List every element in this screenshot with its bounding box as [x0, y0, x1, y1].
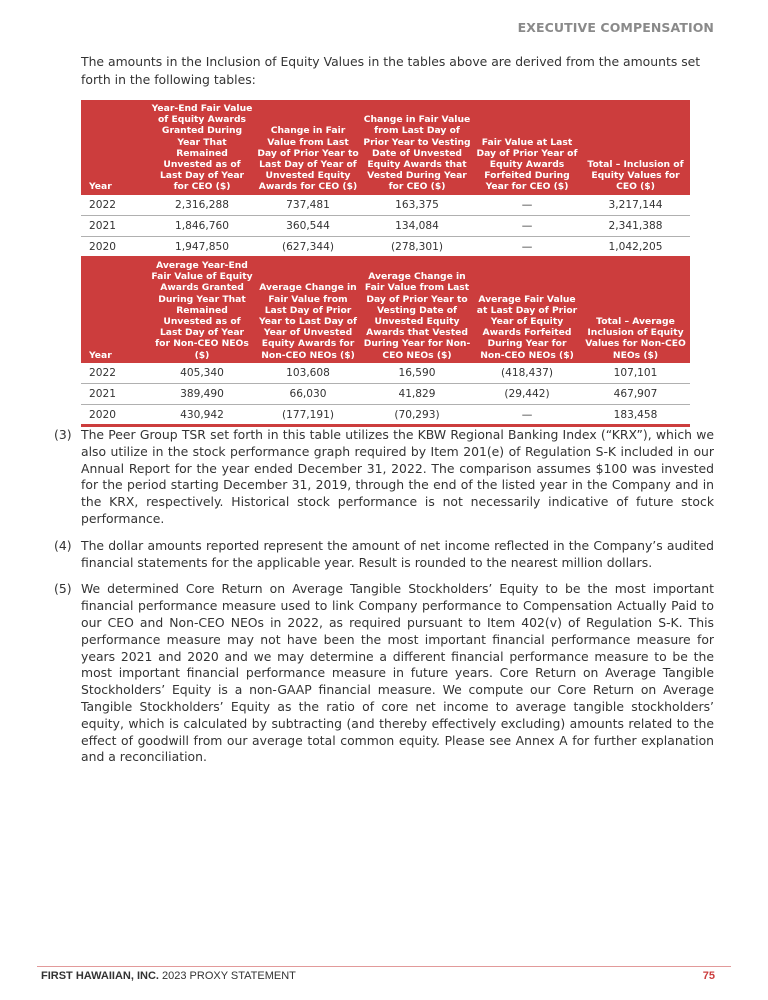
table-row	[81, 384, 690, 405]
column-header: Year	[81, 100, 149, 195]
year-cell: 2020	[81, 405, 149, 426]
footer-company: FIRST HAWAIIAN, INC.	[41, 970, 159, 982]
value-cell: 467,907	[581, 384, 690, 405]
value-cell: 183,458	[581, 405, 690, 426]
value-cell: 107,101	[581, 363, 690, 384]
value-cell: 389,490	[149, 384, 255, 405]
footnote-number: (4)	[54, 537, 72, 553]
column-header: Average Change in Fair Value from Last Day of Prior Year to Last Day of Year of Unvested Equity Awards for Non-CEO NEOs ($)	[255, 257, 361, 363]
column-header: Total – Inclusion of Equity Values for CEO ($)	[581, 100, 690, 195]
value-cell: (627,344)	[255, 237, 361, 258]
column-header: Year	[81, 257, 149, 363]
value-cell: 430,942	[149, 405, 255, 426]
non-ceo-neo-equity-values-table	[81, 257, 690, 427]
footer-divider	[37, 966, 731, 967]
table-row	[81, 405, 690, 426]
value-cell: 163,375	[361, 195, 473, 216]
footnote-text: The Peer Group TSR set forth in this table utilizes the KBW Regional Banking Index (“KRX”), which we also utilize in the stock performance graph required by Item 201(e) of Regulation S-K included in our Annual Report for the year ended December 31, 2022. The comparison assumes $100 was invested for the period starting December 31, 2019, through the end of the listed year in the Company and in the KRX, respectively. Historical stock performance is not necessarily indicative of future stock performance.	[81, 427, 714, 526]
column-header: Fair Value at Last Day of Prior Year of Equity Awards Forfeited During Year for CEO ($)	[473, 100, 581, 195]
column-header: Total – Average Inclusion of Equity Values for Non-CEO NEOs ($)	[581, 257, 690, 363]
value-cell: 737,481	[255, 195, 361, 216]
column-header: Change in Fair Value from Last Day of Prior Year to Vesting Date of Unvested Equity Awards that Vested During Year for CEO ($)	[361, 100, 473, 195]
year-cell: 2021	[81, 384, 149, 405]
value-cell: —	[473, 405, 581, 426]
value-cell: 66,030	[255, 384, 361, 405]
table-header-row	[81, 100, 690, 195]
column-header: Average Year-End Fair Value of Equity Awards Granted During Year That Remained Unvested as of Last Day of Year for Non-CEO NEOs ($)	[149, 257, 255, 363]
value-cell: 1,846,760	[149, 216, 255, 237]
table-header-row	[81, 257, 690, 363]
section-header: EXECUTIVE COMPENSATION	[517, 20, 714, 35]
value-cell: 405,340	[149, 363, 255, 384]
value-cell: (418,437)	[473, 363, 581, 384]
column-header: Average Change in Fair Value from Last Day of Prior Year to Vesting Date of Unvested Equity Awards that Vested During Year for Non-CEO NEOs ($)	[361, 257, 473, 363]
value-cell: 134,084	[361, 216, 473, 237]
footnote-number: (3)	[54, 427, 72, 442]
value-cell: 103,608	[255, 363, 361, 384]
value-cell: (177,191)	[255, 405, 361, 426]
intro-paragraph: The amounts in the Inclusion of Equity Values in the tables above are derived from the amounts set forth in the following tables:	[81, 54, 701, 87]
column-header: Year-End Fair Value of Equity Awards Granted During Year That Remained Unvested as of Last Day of Year for CEO ($)	[149, 100, 255, 195]
column-header: Change in Fair Value from Last Day of Prior Year to Last Day of Year of Unvested Equity Awards for CEO ($)	[255, 100, 361, 195]
column-header: Average Fair Value at Last Day of Prior Year of Equity Awards Forfeited During Year for Non-CEO NEOs ($)	[473, 257, 581, 363]
table-row	[81, 216, 690, 237]
value-cell: 360,544	[255, 216, 361, 237]
value-cell: 16,590	[361, 363, 473, 384]
value-cell: 2,316,288	[149, 195, 255, 216]
footer-document-title	[41, 970, 296, 982]
value-cell: 41,829	[361, 384, 473, 405]
year-cell: 2022	[81, 363, 149, 384]
value-cell: 1,947,850	[149, 237, 255, 258]
footnote-5	[54, 581, 714, 766]
footnote-3	[54, 427, 714, 528]
footnote-text: We determined Core Return on Average Tangible Stockholders’ Equity to be the most important financial performance measure used to link Company performance to Compensation Actually Paid to our CEO and Non-CEO NEOs in 2022, as required pursuant to Item 402(v) of Regulation S-K. This performance measure may not have been the most important financial performance measure for years 2021 and 2020 and we may determine a different financial performance measure to be the most important financial performance measure in future years. Core Return on Average Tangible Stockholders’ Equity is a non-GAAP financial measure. We compute our Core Return on Average Tangible Stockholders’ Equity as the ratio of core net income to average tangible stockholders’ equity, which is calculated by subtracting (and thereby effectively excluding) amounts related to the effect of goodwill from our average total common equity. Please see Annex A for further explanation and a reconciliation.	[81, 581, 714, 765]
page-number: 75	[702, 970, 715, 982]
year-cell: 2022	[81, 195, 149, 216]
value-cell: 2,341,388	[581, 216, 690, 237]
footnotes	[54, 427, 714, 776]
value-cell: —	[473, 216, 581, 237]
value-cell: 1,042,205	[581, 237, 690, 258]
footnote-text: The dollar amounts reported represent the amount of net income reflected in the Company’s audited financial statements for the applicable year. Result is rounded to the nearest million dollars.	[81, 537, 714, 570]
value-cell: —	[473, 195, 581, 216]
value-cell: (278,301)	[361, 237, 473, 258]
table-row	[81, 237, 690, 258]
footer-doc-name: 2023 PROXY STATEMENT	[158, 970, 296, 982]
ceo-equity-values-table	[81, 100, 690, 259]
table-row	[81, 363, 690, 384]
footnote-number: (5)	[54, 581, 72, 597]
value-cell: (70,293)	[361, 405, 473, 426]
year-cell: 2021	[81, 216, 149, 237]
value-cell: 3,217,144	[581, 195, 690, 216]
year-cell: 2020	[81, 237, 149, 258]
value-cell: (29,442)	[473, 384, 581, 405]
value-cell: —	[473, 237, 581, 258]
footnote-4	[54, 538, 714, 572]
table-row	[81, 195, 690, 216]
